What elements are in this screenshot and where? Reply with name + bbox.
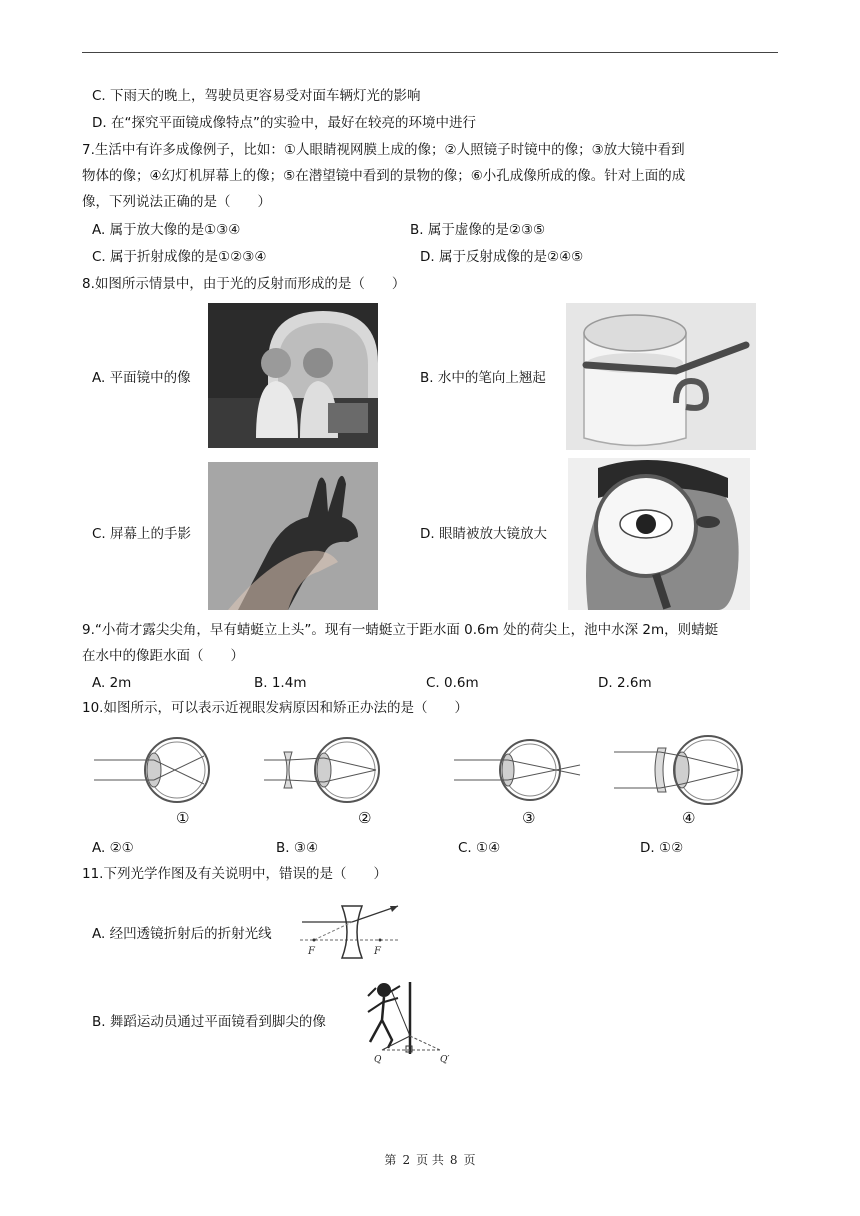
header-rule xyxy=(82,52,778,53)
q10-stem: 10.如图所示，可以表示近视眼发病原因和矫正办法的是（ ） xyxy=(82,700,468,716)
q10-option-a[interactable]: A. ②① xyxy=(92,840,134,856)
pencil-in-water-photo xyxy=(566,303,756,450)
footer-prefix: 第 xyxy=(384,1153,397,1167)
hand-shadow-photo xyxy=(208,462,378,610)
q7-stem-line1: 7.生活中有许多成像例子，比如：①人眼睛视网膜上成的像；②人照镜子时镜中的像；③放大镜中看到 xyxy=(82,142,685,158)
q9-option-c[interactable]: C. 0.6m xyxy=(426,675,479,691)
q11-option-b[interactable]: B. 舞蹈运动员通过平面镜看到脚尖的像 xyxy=(92,1014,326,1030)
q9-stem-line1: 9.“小荷才露尖尖角，早有蜻蜓立上头”。现有一蜻蜓立于距水面 0.6m 处的荷尖上，池中水深 2m，则蜻蜓 xyxy=(82,622,719,638)
footer-suffix: 页 xyxy=(463,1153,476,1167)
eye-diagram-2-label: ② xyxy=(358,809,372,827)
eye-diagram-3 xyxy=(452,730,582,830)
eye-diagram-1 xyxy=(92,730,222,830)
concave-lens-diagram xyxy=(298,900,402,964)
q6-option-c[interactable]: C. 下雨天的晚上，驾驶员更容易受对面车辆灯光的影响 xyxy=(92,88,421,104)
footer-total-pages: 8 xyxy=(449,1153,458,1167)
q8-option-a[interactable]: A. 平面镜中的像 xyxy=(92,370,191,386)
q10-option-d[interactable]: D. ①② xyxy=(640,840,684,856)
q8-option-d[interactable]: D. 眼睛被放大镜放大 xyxy=(420,526,547,542)
q10-option-b[interactable]: B. ③④ xyxy=(276,840,319,856)
q9-option-a[interactable]: A. 2m xyxy=(92,675,132,691)
q8-option-c[interactable]: C. 屏幕上的手影 xyxy=(92,526,192,542)
point-q-prime-label: Q′ xyxy=(440,1055,450,1064)
footer-middle: 页 共 xyxy=(416,1153,444,1167)
q9-option-b[interactable]: B. 1.4m xyxy=(254,675,307,691)
q7-option-d[interactable]: D. 属于反射成像的是②④⑤ xyxy=(420,249,584,265)
dancer-mirror-diagram xyxy=(348,978,456,1064)
q11-option-a[interactable]: A. 经凹透镜折射后的折射光线 xyxy=(92,926,272,942)
page-footer xyxy=(0,1151,860,1168)
q11-stem: 11.下列光学作图及有关说明中，错误的是（ ） xyxy=(82,866,387,882)
q6-option-d[interactable]: D. 在“探究平面镜成像特点”的实验中，最好在较亮的环境中进行 xyxy=(92,115,476,131)
footer-page-number: 2 xyxy=(402,1153,411,1167)
eye-diagram-1-label: ① xyxy=(176,809,190,827)
mirror-children-photo xyxy=(208,303,378,448)
q10-option-c[interactable]: C. ①④ xyxy=(458,840,501,856)
eye-diagram-2 xyxy=(262,730,392,830)
q9-option-d[interactable]: D. 2.6m xyxy=(598,675,652,691)
q7-option-c[interactable]: C. 属于折射成像的是①②③④ xyxy=(92,249,267,265)
magnifier-eye-photo xyxy=(568,458,750,610)
eye-diagram-3-label: ③ xyxy=(522,809,536,827)
q8-option-b[interactable]: B. 水中的笔向上翘起 xyxy=(420,370,546,386)
q7-option-a[interactable]: A. 属于放大像的是①③④ xyxy=(92,222,241,238)
focus-left-label: F xyxy=(308,946,315,957)
q8-stem: 8.如图所示情景中，由于光的反射而形成的是（ ） xyxy=(82,276,406,292)
eye-diagram-4-label: ④ xyxy=(682,809,696,827)
q7-stem-line2: 物体的像；④幻灯机屏幕上的像；⑤在潜望镜中看到的景物的像；⑥小孔成像所成的像。针对上面的成 xyxy=(82,168,686,184)
q9-stem-line2: 在水中的像距水面（ ） xyxy=(82,648,244,664)
q7-option-b[interactable]: B. 属于虚像的是②③⑤ xyxy=(410,222,546,238)
focus-right-label: F xyxy=(374,946,381,957)
q7-stem-line3: 像，下列说法正确的是（ ） xyxy=(82,194,271,210)
point-q-label: Q xyxy=(374,1055,382,1064)
